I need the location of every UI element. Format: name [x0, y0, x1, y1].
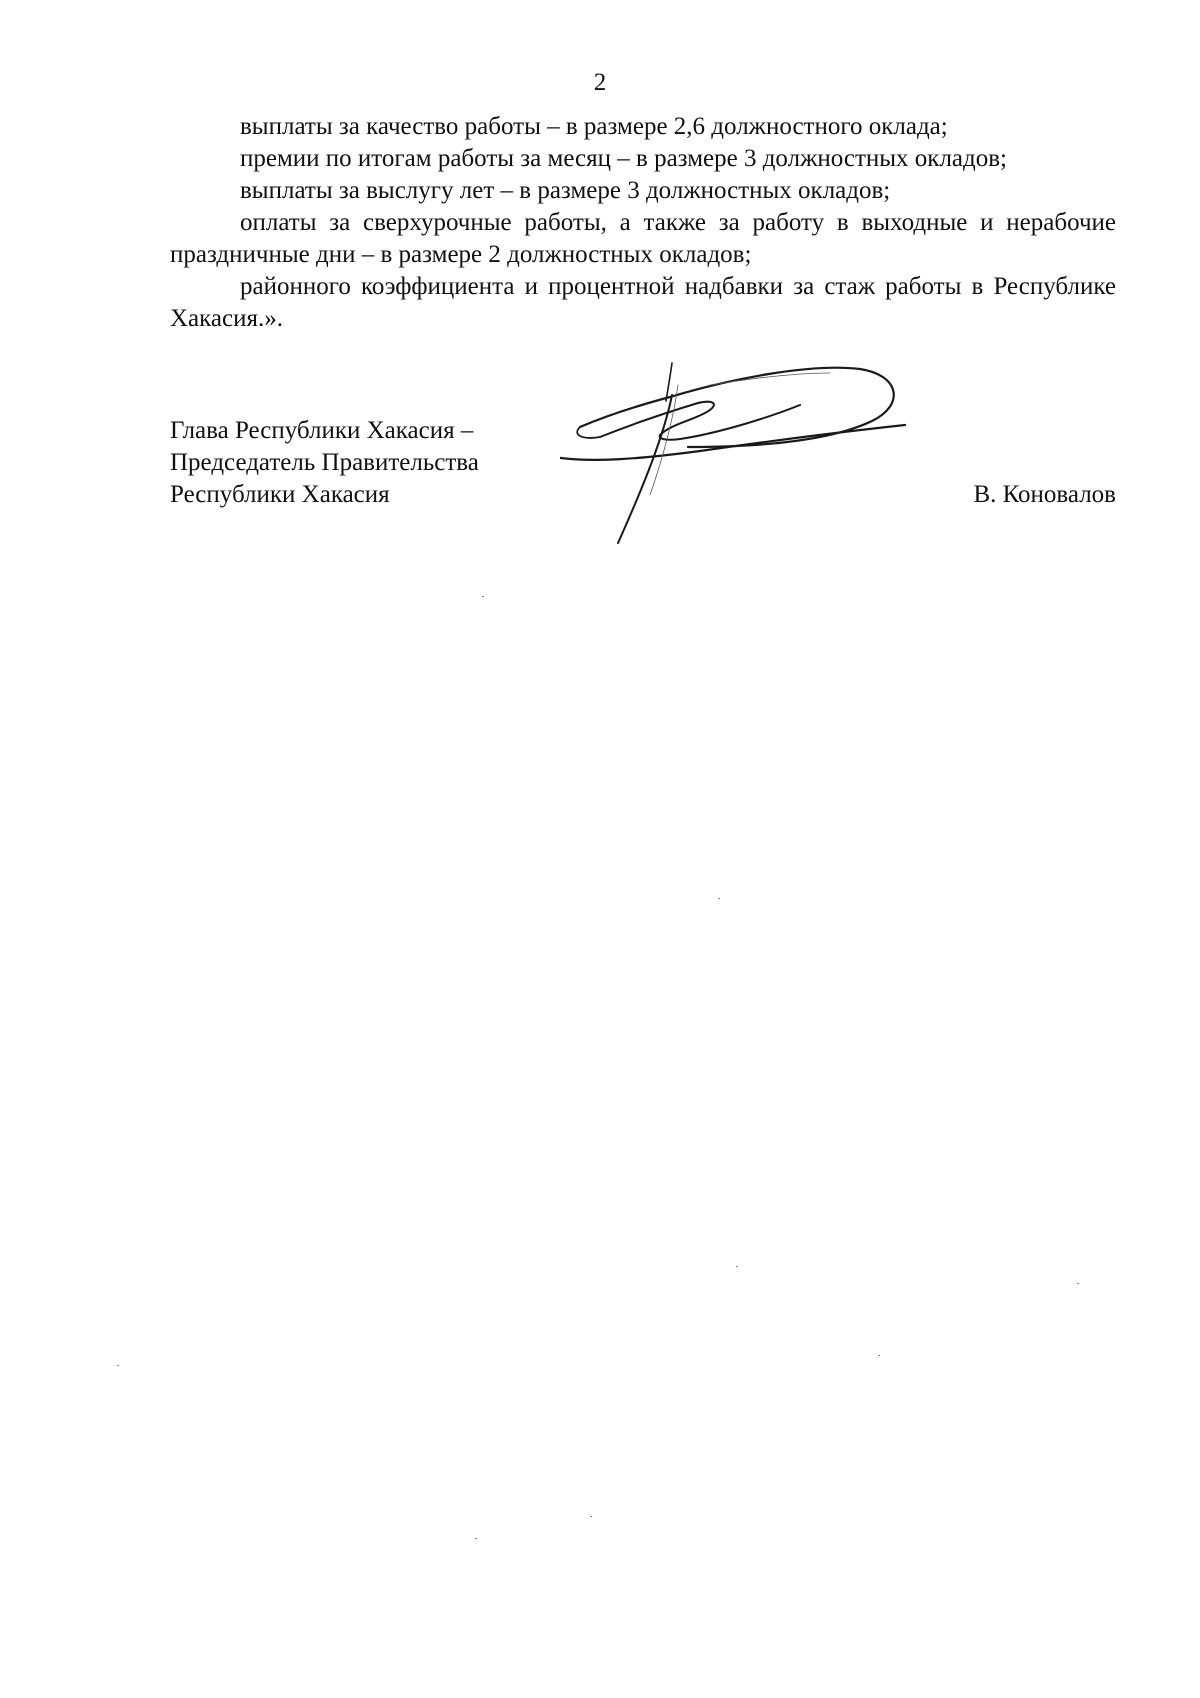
signer-title-line: Республики Хакасия	[170, 481, 390, 508]
signer-title-line: Председатель Правительства	[170, 449, 479, 476]
handwritten-signature	[560, 355, 960, 545]
paragraph-quality-payment: выплаты за качество работы – в размере 2,6 должностного оклада;	[240, 113, 948, 140]
paragraph-overtime-payment: оплаты за сверхурочные работы, а также за работу в выходные и нерабочие праздничные дни – в размере 2 должностных окладов;	[170, 209, 1116, 268]
scan-speck	[475, 1538, 477, 1539]
signer-name: В. Коновалов	[973, 481, 1116, 508]
signer-title	[170, 415, 479, 511]
body-text	[170, 111, 1116, 335]
paragraph-monthly-bonus: премии по итогам работы за месяц – в размере 3 должностных окладов;	[240, 145, 1007, 172]
scan-speck	[482, 596, 484, 597]
scan-speck	[117, 1365, 119, 1366]
scan-speck	[590, 1516, 592, 1517]
scan-speck	[736, 1266, 738, 1267]
paragraph-seniority-payment: выплаты за выслугу лет – в размере 3 должностных окладов;	[240, 177, 891, 204]
scan-speck	[878, 1355, 880, 1356]
scan-speck	[1077, 1283, 1079, 1284]
signer-title-line: Глава Республики Хакасия –	[170, 417, 474, 444]
paragraph-regional-coefficient: районного коэффициента и процентной надбавки за стаж работы в Республике Хакасия.».	[170, 273, 1116, 332]
scan-speck	[718, 898, 720, 899]
page-number: 2	[593, 69, 607, 96]
